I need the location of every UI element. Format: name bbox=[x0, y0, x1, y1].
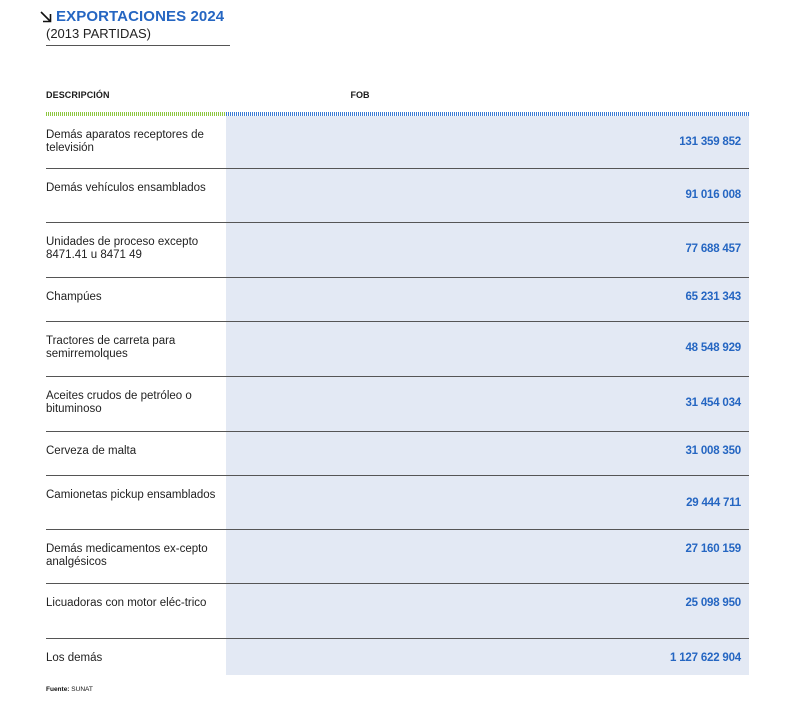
row-description: Tractores de carreta para semirremolques bbox=[46, 335, 176, 360]
row-description: Los demás bbox=[46, 652, 103, 664]
title-block bbox=[46, 8, 230, 46]
row-description: Aceites crudos de petróleo o bituminoso bbox=[46, 390, 192, 415]
row-description: Demás medicamentos ex-cepto analgésicos bbox=[46, 543, 208, 568]
table-row bbox=[46, 116, 749, 169]
arrow-down-right-icon bbox=[40, 11, 52, 23]
row-fob-value: 48 548 929 bbox=[685, 342, 741, 354]
row-fob-value: 31 454 034 bbox=[685, 397, 741, 409]
table-row bbox=[46, 322, 749, 377]
column-header-fob: FOB bbox=[350, 90, 370, 100]
row-description: Unidades de proceso excepto 8471.41 u 8471 49 bbox=[46, 236, 199, 261]
row-description: Demás vehículos ensamblados bbox=[46, 182, 206, 194]
table-row bbox=[46, 377, 749, 432]
row-description: Licuadoras con motor eléc-trico bbox=[46, 597, 207, 609]
page-title: EXPORTACIONES 2024 bbox=[56, 8, 225, 25]
table-row bbox=[46, 639, 749, 675]
table-body bbox=[46, 116, 749, 675]
row-description: Camionetas pickup ensamblados bbox=[46, 489, 216, 501]
title-row bbox=[46, 8, 230, 25]
table-row bbox=[46, 584, 749, 639]
source-value: SUNAT bbox=[71, 686, 93, 693]
row-description: Demás aparatos receptores de televisión bbox=[46, 129, 204, 154]
row-fob-value: 25 098 950 bbox=[685, 597, 741, 609]
table-row bbox=[46, 530, 749, 584]
row-fob-value: 27 160 159 bbox=[685, 543, 741, 555]
row-fob-value: 29 444 711 bbox=[686, 497, 741, 509]
row-fob-value: 65 231 343 bbox=[685, 291, 741, 303]
table-row bbox=[46, 278, 749, 322]
row-fob-value: 131 359 852 bbox=[679, 136, 741, 148]
table-row bbox=[46, 223, 749, 278]
table-row bbox=[46, 432, 749, 476]
source-note bbox=[46, 686, 93, 693]
row-fob-value: 77 688 457 bbox=[685, 243, 741, 255]
row-fob-value: 91 016 008 bbox=[685, 189, 741, 201]
row-description: Cerveza de malta bbox=[46, 445, 137, 457]
table-row bbox=[46, 169, 749, 223]
source-label: Fuente: bbox=[46, 686, 70, 693]
row-fob-value: 31 008 350 bbox=[685, 445, 741, 457]
table-row bbox=[46, 476, 749, 530]
page-subtitle: (2013 PARTIDAS) bbox=[46, 26, 152, 41]
row-fob-value: 1 127 622 904 bbox=[670, 652, 741, 664]
exports-table bbox=[46, 78, 749, 675]
table-header bbox=[46, 78, 749, 112]
column-header-description: DESCRIPCIÓN bbox=[46, 90, 110, 100]
row-description: Champúes bbox=[46, 291, 102, 303]
